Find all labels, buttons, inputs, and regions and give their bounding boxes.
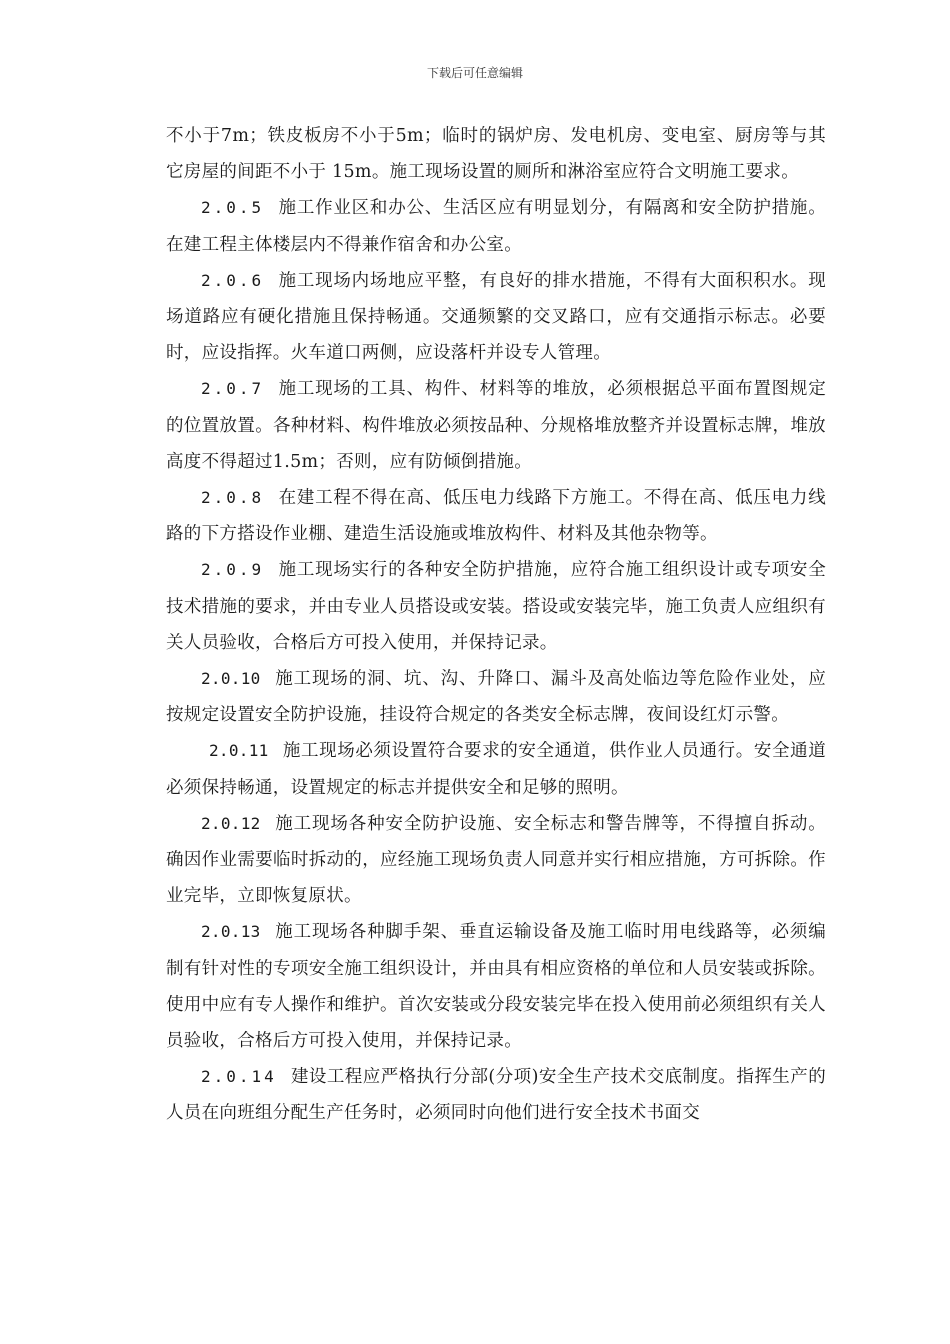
clause-number: 2.0.11: [209, 741, 269, 761]
clause-2-0-11: [166, 733, 826, 805]
clause-number: 2.0.7: [201, 379, 265, 399]
clause-2-0-14: [166, 1059, 826, 1131]
clause-text: 施工现场的洞、坑、沟、升降口、漏斗及高处临边等危险作业处，应按规定设置安全防护设施，挂设符合规定的各类安全标志牌，夜间设红灯示警。: [166, 669, 826, 726]
clause-2-0-5: [166, 190, 826, 262]
clause-number: 2.0.13: [201, 922, 261, 942]
clause-text: 施工现场各种安全防护设施、安全标志和警告牌等，不得擅自拆动。确因作业需要临时拆动的，应经施工现场负责人同意并实行相应措施，方可拆除。作业完毕，立即恢复原状。: [166, 813, 826, 907]
clause-text: 在建工程不得在高、低压电力线路下方施工。不得在高、低压电力线路的下方搭设作业棚、建造生活设施或堆放构件、材料及其他杂物等。: [166, 488, 826, 545]
clause-text: 施工现场必须设置符合要求的安全通道，供作业人员通行。安全通道必须保持畅通，设置规定的标志并提供安全和足够的照明。: [166, 741, 826, 798]
clause-number: 2.0.12: [201, 813, 261, 833]
clause-number: 2.0.8: [201, 488, 265, 508]
clause-2-0-12: [166, 806, 826, 915]
clause-text: 施工作业区和办公、生活区应有明显划分，有隔离和安全防护措施。在建工程主体楼层内不得兼作宿舍和办公室。: [166, 198, 826, 255]
clause-2-0-8: [166, 480, 826, 552]
clause-2-0-13: [166, 914, 826, 1059]
clause-2-0-6: [166, 263, 826, 372]
clause-number: 2.0.10: [201, 669, 261, 689]
clause-text: 施工现场的工具、构件、材料等的堆放，必须根据总平面布置图规定的位置放置。各种材料、构件堆放必须按品种、分规格堆放整齐并设置标志牌，堆放高度不得超过1.5m；否则，应有防倾倒措施。: [166, 379, 826, 472]
clause-number: 2.0.9: [201, 560, 265, 580]
clause-text: 施工现场实行的各种安全防护措施，应符合施工组织设计或专项安全技术措施的要求，并由专业人员搭设或安装。搭设或安装完毕，施工负责人应组织有关人员验收，合格后方可投入使用，并保持记录。: [166, 560, 826, 653]
paragraph-text: 不小于7m；铁皮板房不小于5m；临时的锅炉房、发电机房、变电室、厨房等与其它房屋的间距不小于 15m。施工现场设置的厕所和淋浴室应符合文明施工要求。: [166, 126, 826, 183]
clause-number: 2.0.14: [201, 1067, 277, 1087]
clause-2-0-9: [166, 552, 826, 661]
clause-text: 建设工程应严格执行分部(分项)安全生产技术交底制度。指挥生产的人员在向班组分配生产任务时，必须同时向他们进行安全技术书面交: [166, 1067, 826, 1124]
page-header: 下载后可任意编辑: [426, 66, 523, 80]
clause-text: 施工现场各种脚手架、垂直运输设备及施工临时用电线路等，必须编制有针对性的专项安全施工组织设计，并由具有相应资格的单位和人员安装或拆除。使用中应有专人操作和维护。首次安装或分段安装完毕在投入使用前必须组织有关人员验收，合格后方可投入使用，并保持记录。: [166, 922, 826, 1052]
clause-2-0-7: [166, 371, 826, 480]
clause-number: 2.0.6: [201, 270, 265, 290]
document-body: [166, 118, 826, 1132]
clause-text: 施工现场内场地应平整，有良好的排水措施，不得有大面积积水。现场道路应有硬化措施且保持畅通。交通频繁的交叉路口，应有交通指示标志。必要时，应设指挥。火车道口两侧，应设落杆并设专人管理。: [166, 270, 826, 364]
clause-2-0-10: [166, 661, 826, 733]
paragraph-continuation: [166, 118, 826, 190]
clause-number: 2.0.5: [201, 198, 265, 218]
